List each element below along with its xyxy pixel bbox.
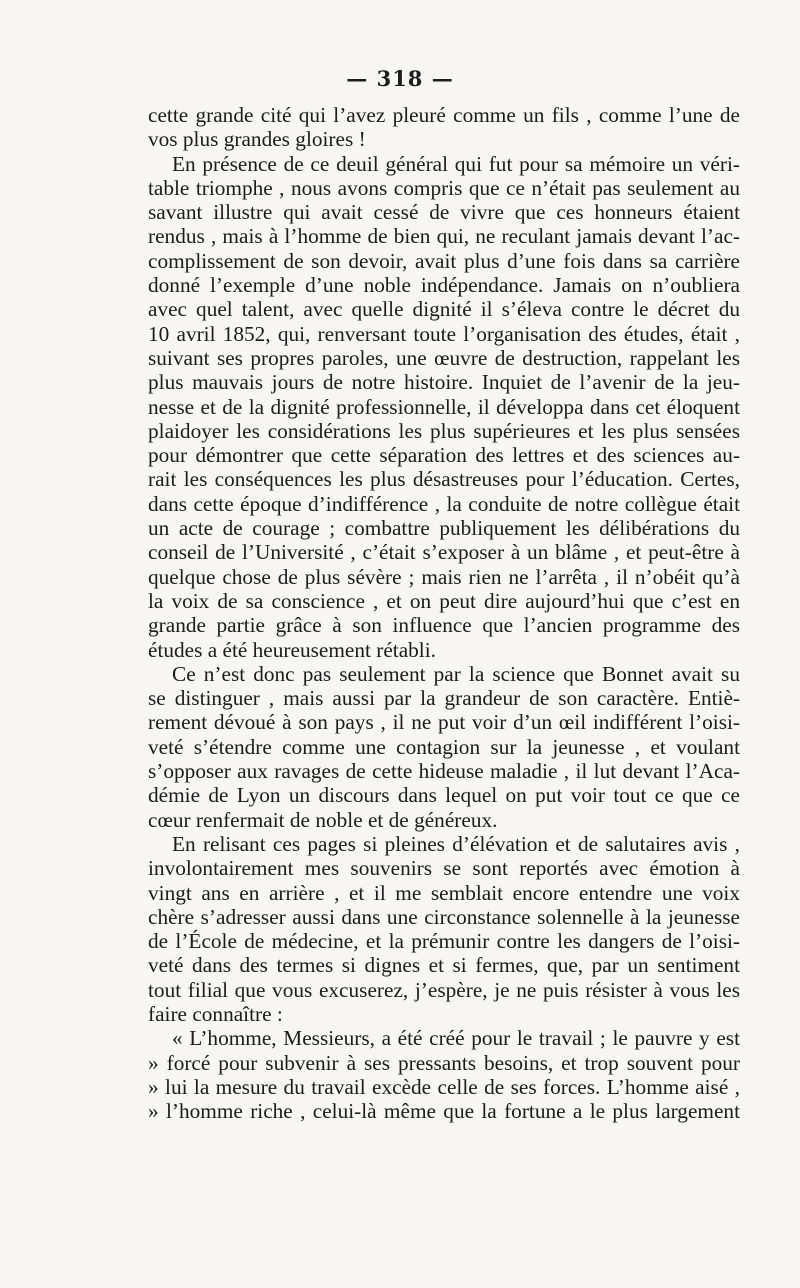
text-line: tout filial que vous excuserez, j’espère, je ne puis résister à vous les xyxy=(148,977,740,1002)
text-line: » l’homme riche , celui-là même que la fortune a le plus largement xyxy=(148,1099,740,1124)
page-number: — 318 — xyxy=(346,66,454,91)
text-line: dans cette époque d’indifférence , la conduite de notre collègue était xyxy=(148,491,740,516)
text-line: cœur renfermait de noble et de généreux. xyxy=(148,807,498,832)
text-line: savant illustre qui avait cessé de vivre que ces honneurs étaient xyxy=(148,200,740,225)
text-line: plaidoyer les considérations les plus supérieures et les plus sensées xyxy=(148,418,740,443)
text-line: de l’École de médecine, et la prémunir contre les dangers de l’oisi- xyxy=(148,929,740,954)
text-line: quelque chose de plus sévère ; mais rien ne l’arrêta , il n’obéit qu’à xyxy=(148,564,740,589)
text-line: » forcé pour subvenir à ses pressants besoins, et trop souvent pour xyxy=(148,1050,740,1075)
text-line: avec quel talent, avec quelle dignité il s’éleva contre le décret du xyxy=(148,297,740,322)
text-line: rait les conséquences les plus désastreuses pour l’éducation. Certes, xyxy=(148,467,740,492)
text-line: faire connaître : xyxy=(148,1001,283,1026)
text-line: grande partie grâce à son influence que l’ancien programme des xyxy=(148,613,740,638)
text-line: veté dans des termes si dignes et si fermes, que, par un sentiment xyxy=(148,953,740,978)
text-line: « L’homme, Messieurs, a été créé pour le travail ; le pauvre y est xyxy=(172,1026,740,1051)
text-line: En présence de ce deuil général qui fut pour sa mémoire un véri- xyxy=(172,151,740,176)
text-line: un acte de courage ; combattre publiquement les délibérations du xyxy=(148,516,740,541)
text-line: veté s’étendre comme une contagion sur la jeunesse , et voulant xyxy=(148,734,740,759)
text-line: s’opposer aux ravages de cette hideuse maladie , il lut devant l’Aca- xyxy=(148,759,740,784)
text-line: pour démontrer que cette séparation des lettres et des sciences au- xyxy=(148,443,740,468)
text-line: Ce n’est donc pas seulement par la science que Bonnet avait su xyxy=(172,661,740,686)
text-line: suivant ses propres paroles, une œuvre de destruction, rappelant les xyxy=(148,345,740,370)
text-line: plus mauvais jours de notre histoire. Inquiet de l’avenir de la jeu- xyxy=(148,370,740,395)
text-line: 10 avril 1852, qui, renversant toute l’organisation des études, était , xyxy=(148,321,740,346)
text-line: cette grande cité qui l’avez pleuré comme un fils , comme l’une de xyxy=(148,103,740,127)
text-line: » lui la mesure du travail excède celle de ses forces. L’homme aisé , xyxy=(148,1074,740,1099)
text-line: conseil de l’Université , c’était s’exposer à un blâme , et peut-être à xyxy=(148,540,740,565)
text-line: démie de Lyon un discours dans lequel on put voir tout ce que ce xyxy=(148,783,740,808)
text-line: nesse et de la dignité professionnelle, il développa dans cet éloquent xyxy=(148,394,740,419)
text-line: la voix de sa conscience , et on peut dire aujourd’hui que c’est en xyxy=(148,588,740,613)
body-text xyxy=(148,103,740,1123)
text-line: En relisant ces pages si pleines d’élévation et de salutaires avis , xyxy=(172,831,740,856)
text-line: rement dévoué à son pays , il ne put voir d’un œil indifférent l’oisi- xyxy=(148,710,740,735)
text-line: études a été heureusement rétabli. xyxy=(148,637,436,662)
text-line: vos plus grandes gloires ! xyxy=(148,127,366,152)
text-line: donné l’exemple d’une noble indépendance. Jamais on n’oubliera xyxy=(148,273,740,298)
text-line: se distinguer , mais aussi par la grandeur de son caractère. Entiè- xyxy=(148,686,740,711)
text-line: chère s’adresser aussi dans une circonstance solennelle à la jeunesse xyxy=(148,904,740,929)
text-line: complissement de son devoir, avait plus d’une fois dans sa carrière xyxy=(148,248,740,273)
text-line: involontairement mes souvenirs se sont reportés avec émotion à xyxy=(148,856,740,881)
text-line: rendus , mais à l’homme de bien qui, ne reculant jamais devant l’ac- xyxy=(148,224,740,249)
text-line: vingt ans en arrière , et il me semblait encore entendre une voix xyxy=(148,880,740,905)
text-line: table triomphe , nous avons compris que ce n’était pas seulement au xyxy=(148,175,740,200)
